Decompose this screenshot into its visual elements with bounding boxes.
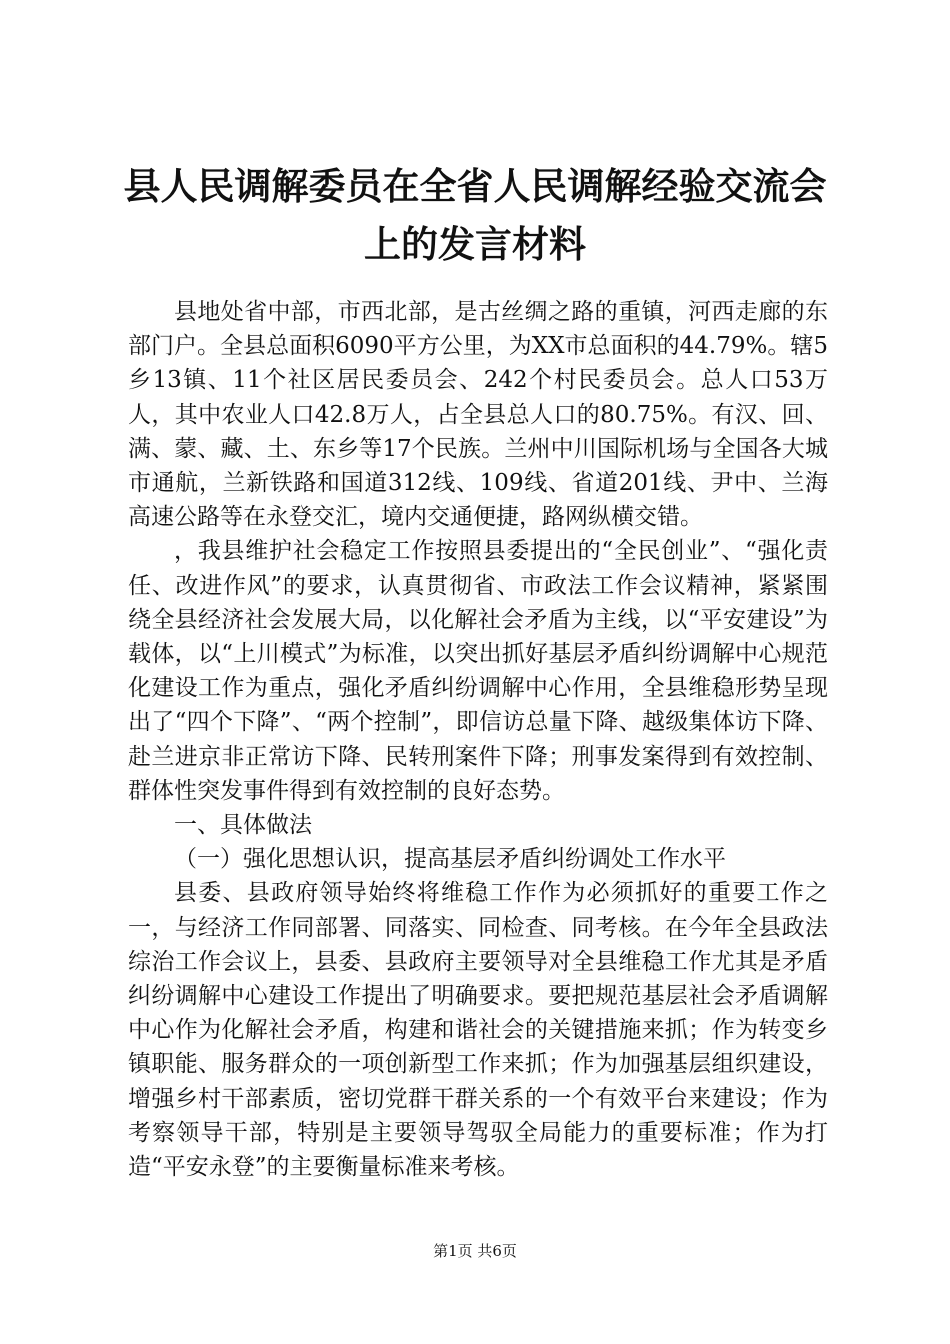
paragraph-detail: 县委、县政府领导始终将维稳工作作为必须抓好的重要工作之一，与经济工作同部署、同落实、同检查、同考核。在今年全县政法综治工作会议上，县委、县政府主要领导对全县维稳工作尤其是矛盾纠纷调解中心建设工作提出了明确要求。要把规范基层社会矛盾调解中心作为化解社会矛盾，构建和谐社会的关键措施来抓；作为转变乡镇职能、服务群众的一项创新型工作来抓；作为加强基层组织建设，增强乡村干部素质，密切党群干群关系的一个有效平台来建设；作为考察领导干部，特别是主要领导驾驭全局能力的重要标准；作为打造“平安永登”的主要衡量标准来考核。	[128, 880, 828, 1181]
section-heading: 一、具体做法	[174, 812, 312, 839]
paragraph-overview: 县地处省中部，市西北部，是古丝绸之路的重镇，河西走廊的东部门户。全县总面积6090平方公里，为XX市总面积的44.79%。辖5乡13镇、11个社区居民委员会、242个村民委员会。总人口53万人，其中农业人口42.8万人，占全县总人口的80.75%。有汉、回、满、蒙、藏、土、东乡等17个民族。兰州中川国际机场与全国各大城市通航，兰新铁路和国道312线、109线、省道201线、尹中、兰海高速公路等在永登交汇，境内交通便捷，路网纵横交错。	[128, 299, 828, 531]
subsection-heading: （一）强化思想认识，提高基层矛盾纠纷调处工作水平	[174, 846, 726, 873]
paragraph-summary: ，我县维护社会稳定工作按照县委提出的“全民创业”、“强化责任、改进作风”的要求，认真贯彻省、市政法工作会议精神，紧紧围绕全县经济社会发展大局，以化解社会矛盾为主线，以“平安建设”为载体，以“上川模式”为标准，以突出抓好基层矛盾纠纷调解中心规范化建设工作为重点，强化矛盾纠纷调解中心作用，全县维稳形势呈现出了“四个下降”、“两个控制”，即信访总量下降、越级集体访下降、赴兰进京非正常访下降、民转刑案件下降；刑事发案得到有效控制、群体性突发事件得到有效控制的良好态势。	[128, 538, 828, 804]
document-title: 县人民调解委员在全省人民调解经验交流会上的发言材料	[123, 165, 827, 266]
document-body	[128, 295, 828, 1184]
page-footer: 第1页 共6页	[433, 1242, 517, 1260]
